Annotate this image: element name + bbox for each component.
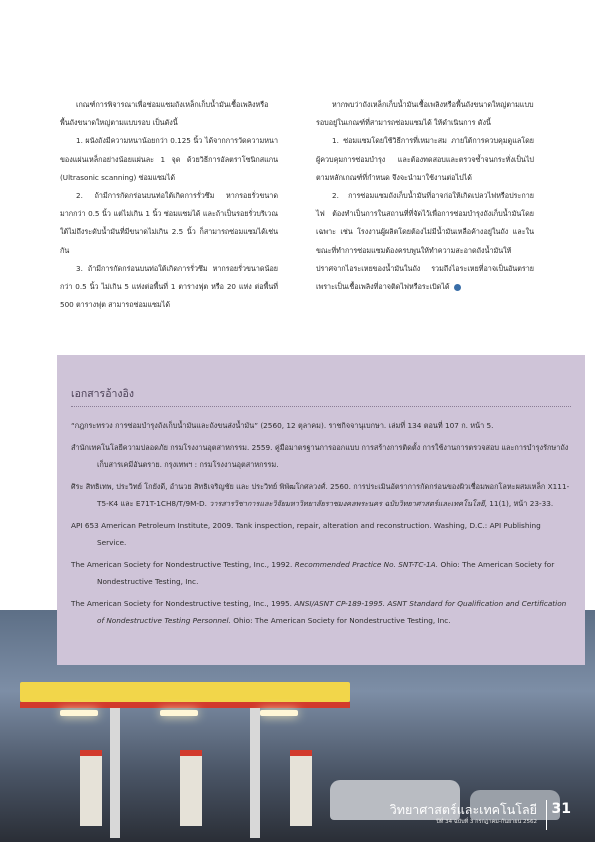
references-list [71, 417, 571, 634]
reference-text: สำนักเทคโนโลยีความปลอดภัย กรมโรงงานอุตสาหกรรม. 2559. คู่มือมาตรฐานการออกแบบ การสร้างการติดตั้ง การใช้งานการตรวจสอบ และการบำรุงรักษาถังเก็บสารเคมีอันตราย. กรุงเทพฯ : กรมโรงงานอุตสาหกรรม. [71, 443, 569, 469]
page-number: 31 [551, 801, 571, 817]
canopy-stripe [20, 702, 350, 708]
reference-text: “กฎกระทรวง การซ่อมบำรุงถังเก็บน้ำมันและถังขนส่งน้ำมัน” (2560, 12 ตุลาคม). ราชกิจจานุเบกษา. เล่มที่ 134 ตอนที่ 107 ก. หน้า 5. [71, 421, 494, 430]
reference-item [71, 478, 571, 512]
paragraph: 1. ผนังถังมีความหนาน้อยกว่า 0.125 นิ้ว ได้จากการวัดความหนาของแผ่นเหล็กอย่างน้อยแผ่นละ 1 จุด ด้วยวิธีการอัลตราโซนิกสแกน (Ultrasonic scanning) ซ่อมแซมได้ [60, 136, 278, 182]
reference-tail: , 11(1), หน้า 23-33. [484, 499, 554, 508]
article-left-column [60, 96, 278, 314]
paragraph-text: 2. การซ่อมแซมถังเก็บน้ำมันที่อาจก่อให้เกิดเปลวไฟหรือประกายไฟ ต้องทำเป็นการในสถานที่ที่จัดไว้เพื่อการซ่อมบำรุงถังเก็บน้ำมันโดยเฉพาะ เช่น โรงงานผู้ผลิตโดยต้องไม่มีน้ำมันเหลือค้างอยู่ในถัง และในขณะที่ทำการซ่อมแซมต้องครบพูนให้ทำความสะอาดถังน้ำมันให้ปราศจากไอระเหยของน้ำมันในถัง รวมถึงไอระเหยที่อาจเป็นอันตรายเพราะเป็นเชื้อเพลิงที่อาจติดไฟหรือระเบิดได้ [316, 191, 534, 292]
page-footer [385, 792, 595, 842]
canopy [20, 682, 350, 702]
reference-text: The American Society for Nondestructive Testing, Inc., 1992. [71, 560, 295, 569]
journal-name: วิทยาศาสตร์และเทคโนโลยี [389, 802, 537, 817]
paragraph: เกณฑ์การพิจารณาเพื่อซ่อมแซมถังเหล็กเก็บน้ำมันเชื้อเพลิงหรือพื้นถังขนาดใหญ่ตามแบบรอบ เป็นดังนี้ [60, 100, 269, 128]
references-title: เอกสารอ้างอิง [71, 388, 134, 400]
paragraph: หากพบว่าถังเหล็กเก็บน้ำมันเชื้อเพลิงหรือพื้นถังขนาดใหญ่ตามแบบรอบอยู่ในเกณฑ์ที่สามารถซ่อมแซมได้ ให้ดำเนินการ ดังนี้ [316, 100, 534, 128]
canopy-pillar [250, 708, 260, 838]
canopy-light [60, 710, 98, 716]
reference-tail: Ohio: The American Society for Nondestructive Testing, Inc. [97, 560, 555, 586]
reference-journal: วารสารวิชาการและวิจัยมหาวิทยาลัยราชมงคลพระนคร ฉบับวิทยาศาสตร์และเทคโนโลยี [209, 499, 485, 508]
references-box [57, 355, 585, 665]
paragraph: 1. ซ่อมแซมโดยใช้วิธีการที่เหมาะสม ภายใต้การควบคุมดูแลโดยผู้ควบคุมการซ่อมบำรุง และต้องทดสอบและตรวจซ้ำจนกระทั่งเป็นไปตามหลักเกณฑ์ที่กำหนด จึงจะนำมาใช้งานต่อไปได้ [316, 136, 534, 182]
fuel-pump [290, 750, 312, 826]
issue-info: ปีที่ 34 ฉบับที่ 3 กรกฎาคม-กันยายน 2562 [436, 819, 537, 825]
reference-text: ศิระ สิทธิเทพ, ประวิทย์ โกยังดี, อำนวย สิทธิเจริญชัย และ ประวิทย์ พิพัฒโกศลวงศ์. 2560. การประเมินอัตราการกัดกร่อนของผิวเชื่อมพอกโลหะผสมเหล็ก X111-T5-K4 และ E71T-1CH8/T/9M-D. [71, 482, 570, 508]
reference-item [71, 595, 571, 629]
end-of-article-icon [454, 284, 461, 291]
paragraph: 3. ถ้ามีการกัดกร่อนบนท่อใต้เกิดการรั่วซึม หากรอยรั่วขนาดน้อยกว่า 0.5 นิ้ว ไม่เกิน 5 แห่งต่อพื้นที่ 1 ตารางฟุต หรือ 20 แห่ง ต่อพื้นที่ 500 ตารางฟุต สามารถซ่อมแซมได้ [60, 263, 278, 310]
reference-title: Recommended Practice No. SNT-TC-1A. [294, 560, 439, 569]
paragraph: 2. ถ้ามีการกัดกร่อนบนท่อใต้เกิดการรั่วซึม หากรอยรั่วขนาดมากกว่า 0.5 นิ้ว แต่ไม่เกิน 1 นิ้ว ซ่อมแซมได้ และถ้าเป็นรอยรั่วบริเวณใต้ไม่ถึงระดับน้ำมันที่มีขนาดไม่เกิน 2.5 นิ้ว ก็สามารถซ่อมแซมได้เช่นกัน [60, 191, 278, 255]
reference-item [71, 417, 571, 434]
divider [71, 406, 571, 407]
fuel-pump [180, 750, 202, 826]
reference-item [71, 556, 571, 590]
reference-tail: Ohio: The American Society for Nondestructive Testing, Inc. [230, 616, 451, 625]
canopy-light [260, 710, 298, 716]
paragraph [316, 187, 534, 296]
fuel-pump [80, 750, 102, 826]
reference-item [71, 517, 571, 551]
article-right-column [316, 96, 534, 296]
reference-text: The American Society for Nondestructive testing, Inc., 1995. [71, 599, 295, 608]
canopy-pillar [110, 708, 120, 838]
reference-item [71, 439, 571, 473]
divider [546, 800, 547, 830]
reference-title: ANSI/ASNT CP-189-1995. ASNT Standard for Qualification and Certification of Nondestructive Testing Personnel. [97, 599, 567, 625]
canopy-light [160, 710, 198, 716]
reference-text: API 653 American Petroleum Institute, 2009. Tank inspection, repair, alteration and reconstruction. Washing, D.C.: API Publishing Service. [71, 521, 541, 547]
